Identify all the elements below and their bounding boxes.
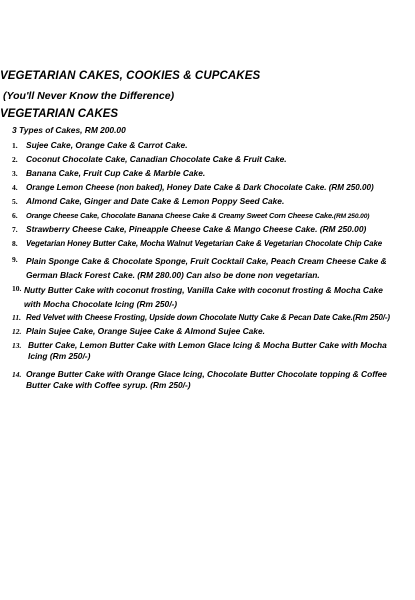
item-number: 10. [12, 284, 22, 293]
item-number: 11. [12, 313, 21, 322]
item-number: 2. [12, 155, 18, 164]
item-text: Sujee Cake, Orange Cake & Carrot Cake. [26, 140, 188, 150]
menu-heading: VEGETARIAN CAKES, COOKIES & CUPCAKES [0, 70, 261, 82]
item-text: Butter Cake, Lemon Butter Cake with Lemon Glace Icing & Mocha Butter Cake with Mocha Icing (Rm 250/-) [28, 340, 387, 361]
item-number: 6. [12, 211, 18, 220]
section-title: VEGETARIAN CAKES [0, 108, 118, 120]
item-text: Orange Butter Cake with Orange Glace Icing, Chocolate Butter Chocolate topping & Coffee Butter Cake with Coffee syrup. (Rm 250/-) [26, 369, 387, 390]
item-text: Plain Sponge Cake & Chocolate Sponge, Fruit Cocktail Cake, Peach Cream Cheese Cake & German Black Forest Cake. (RM 280.00) Can also be done non vegetarian. [26, 256, 387, 280]
item-number: 8. [12, 239, 18, 248]
item-text: Banana Cake, Fruit Cup Cake & Marble Cake. [26, 168, 206, 178]
item-number: 12. [12, 327, 22, 336]
item-text: Vegetarian Honey Butter Cake, Mocha Walnut Vegetarian Cake & Vegetarian Chocolate Chip Cake [26, 239, 383, 248]
item-number: 7. [12, 225, 18, 234]
item-number: 3. [12, 169, 18, 178]
item-number: 4. [12, 183, 18, 192]
item-number: 1. [12, 141, 18, 150]
cake-set-intro: 3 Types of Cakes, RM 200.00 [12, 125, 126, 135]
item-text: Nutty Butter Cake with coconut frosting, Vanilla Cake with coconut frosting & Mocha Cake with Mocha Chocolate Icing (Rm 250/-) [24, 285, 383, 309]
item-text: Coconut Chocolate Cake, Canadian Chocolate Cake & Fruit Cake. [26, 154, 287, 164]
item-text: Plain Sujee Cake, Orange Sujee Cake & Almond Sujee Cake. [26, 326, 265, 336]
item-price: (RM 250.00) [333, 213, 370, 220]
item-text: Almond Cake, Ginger and Date Cake & Lemon Poppy Seed Cake. [26, 196, 285, 206]
item-number: 9. [12, 255, 18, 264]
item-text: Strawberry Cheese Cake, Pineapple Cheese Cake & Mango Cheese Cake. (RM 250.00) [26, 224, 367, 234]
item-number: 5. [12, 197, 18, 206]
item-text [26, 210, 412, 222]
item-text-main: Orange Cheese Cake, Chocolate Banana Cheese Cake & Creamy Sweet Corn Cheese Cake. [26, 211, 334, 220]
item-text: Red Velvet with Cheese Frosting, Upside down Chocolate Nutty Cake & Pecan Date Cake.(Rm 250/-) [26, 313, 390, 322]
item-number: 14. [12, 370, 22, 379]
item-number: 13. [12, 341, 22, 350]
item-text: Orange Lemon Cheese (non baked), Honey Date Cake & Dark Chocolate Cake. (RM 250.00) [26, 183, 374, 192]
menu-subheading: (You'll Never Know the Difference) [3, 90, 175, 102]
